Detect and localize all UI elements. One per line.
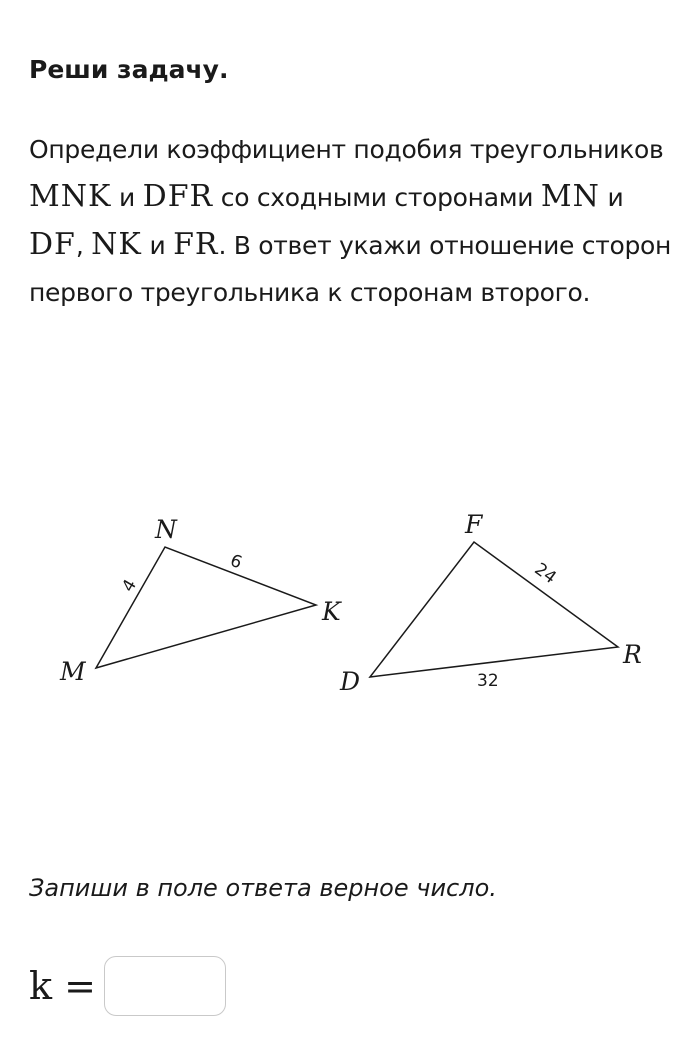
vertex-d-label: D	[340, 667, 361, 696]
vertex-n-label: N	[155, 515, 177, 544]
side-fr-length: 24	[530, 559, 560, 589]
problem-comma: ,	[75, 231, 92, 260]
side-dr-length: 32	[477, 671, 499, 691]
vertex-m-label: M	[60, 657, 86, 686]
problem-statement	[29, 126, 679, 316]
problem-text-1: Определи коэффициент подобия треугольников	[29, 135, 664, 164]
triangle-dfr	[370, 542, 618, 677]
problem-and-1: и	[111, 183, 143, 212]
side-nk-name: NK	[91, 227, 142, 262]
side-df-name: DF	[29, 227, 76, 262]
problem-text-2: со сходными сторонами	[213, 183, 541, 212]
answer-row	[29, 956, 226, 1016]
triangle-mnk-name: MNK	[29, 179, 112, 214]
triangle-dfr-name: DFR	[142, 179, 214, 214]
side-nk-length: 6	[227, 550, 245, 574]
answer-instruction: Запиши в поле ответа верное число.	[29, 874, 497, 902]
side-fr-name: FR	[173, 227, 219, 262]
vertex-f-label: F	[465, 510, 483, 539]
triangle-mnk	[96, 547, 316, 668]
problem-and-3: и	[141, 231, 174, 260]
vertex-r-label: R	[623, 640, 642, 669]
problem-text-3: . В ответ укажи отношение сторон первого треугольника к сторонам второго.	[29, 231, 672, 307]
side-mn-length: 4	[118, 576, 141, 596]
answer-input[interactable]	[104, 956, 226, 1016]
problem-and-2: и	[599, 183, 624, 212]
task-heading: Реши задачу.	[29, 55, 229, 84]
side-mn-name: MN	[540, 179, 600, 214]
answer-label: k =	[29, 964, 96, 1008]
vertex-k-label: K	[322, 597, 341, 626]
triangles-figure	[0, 500, 697, 720]
